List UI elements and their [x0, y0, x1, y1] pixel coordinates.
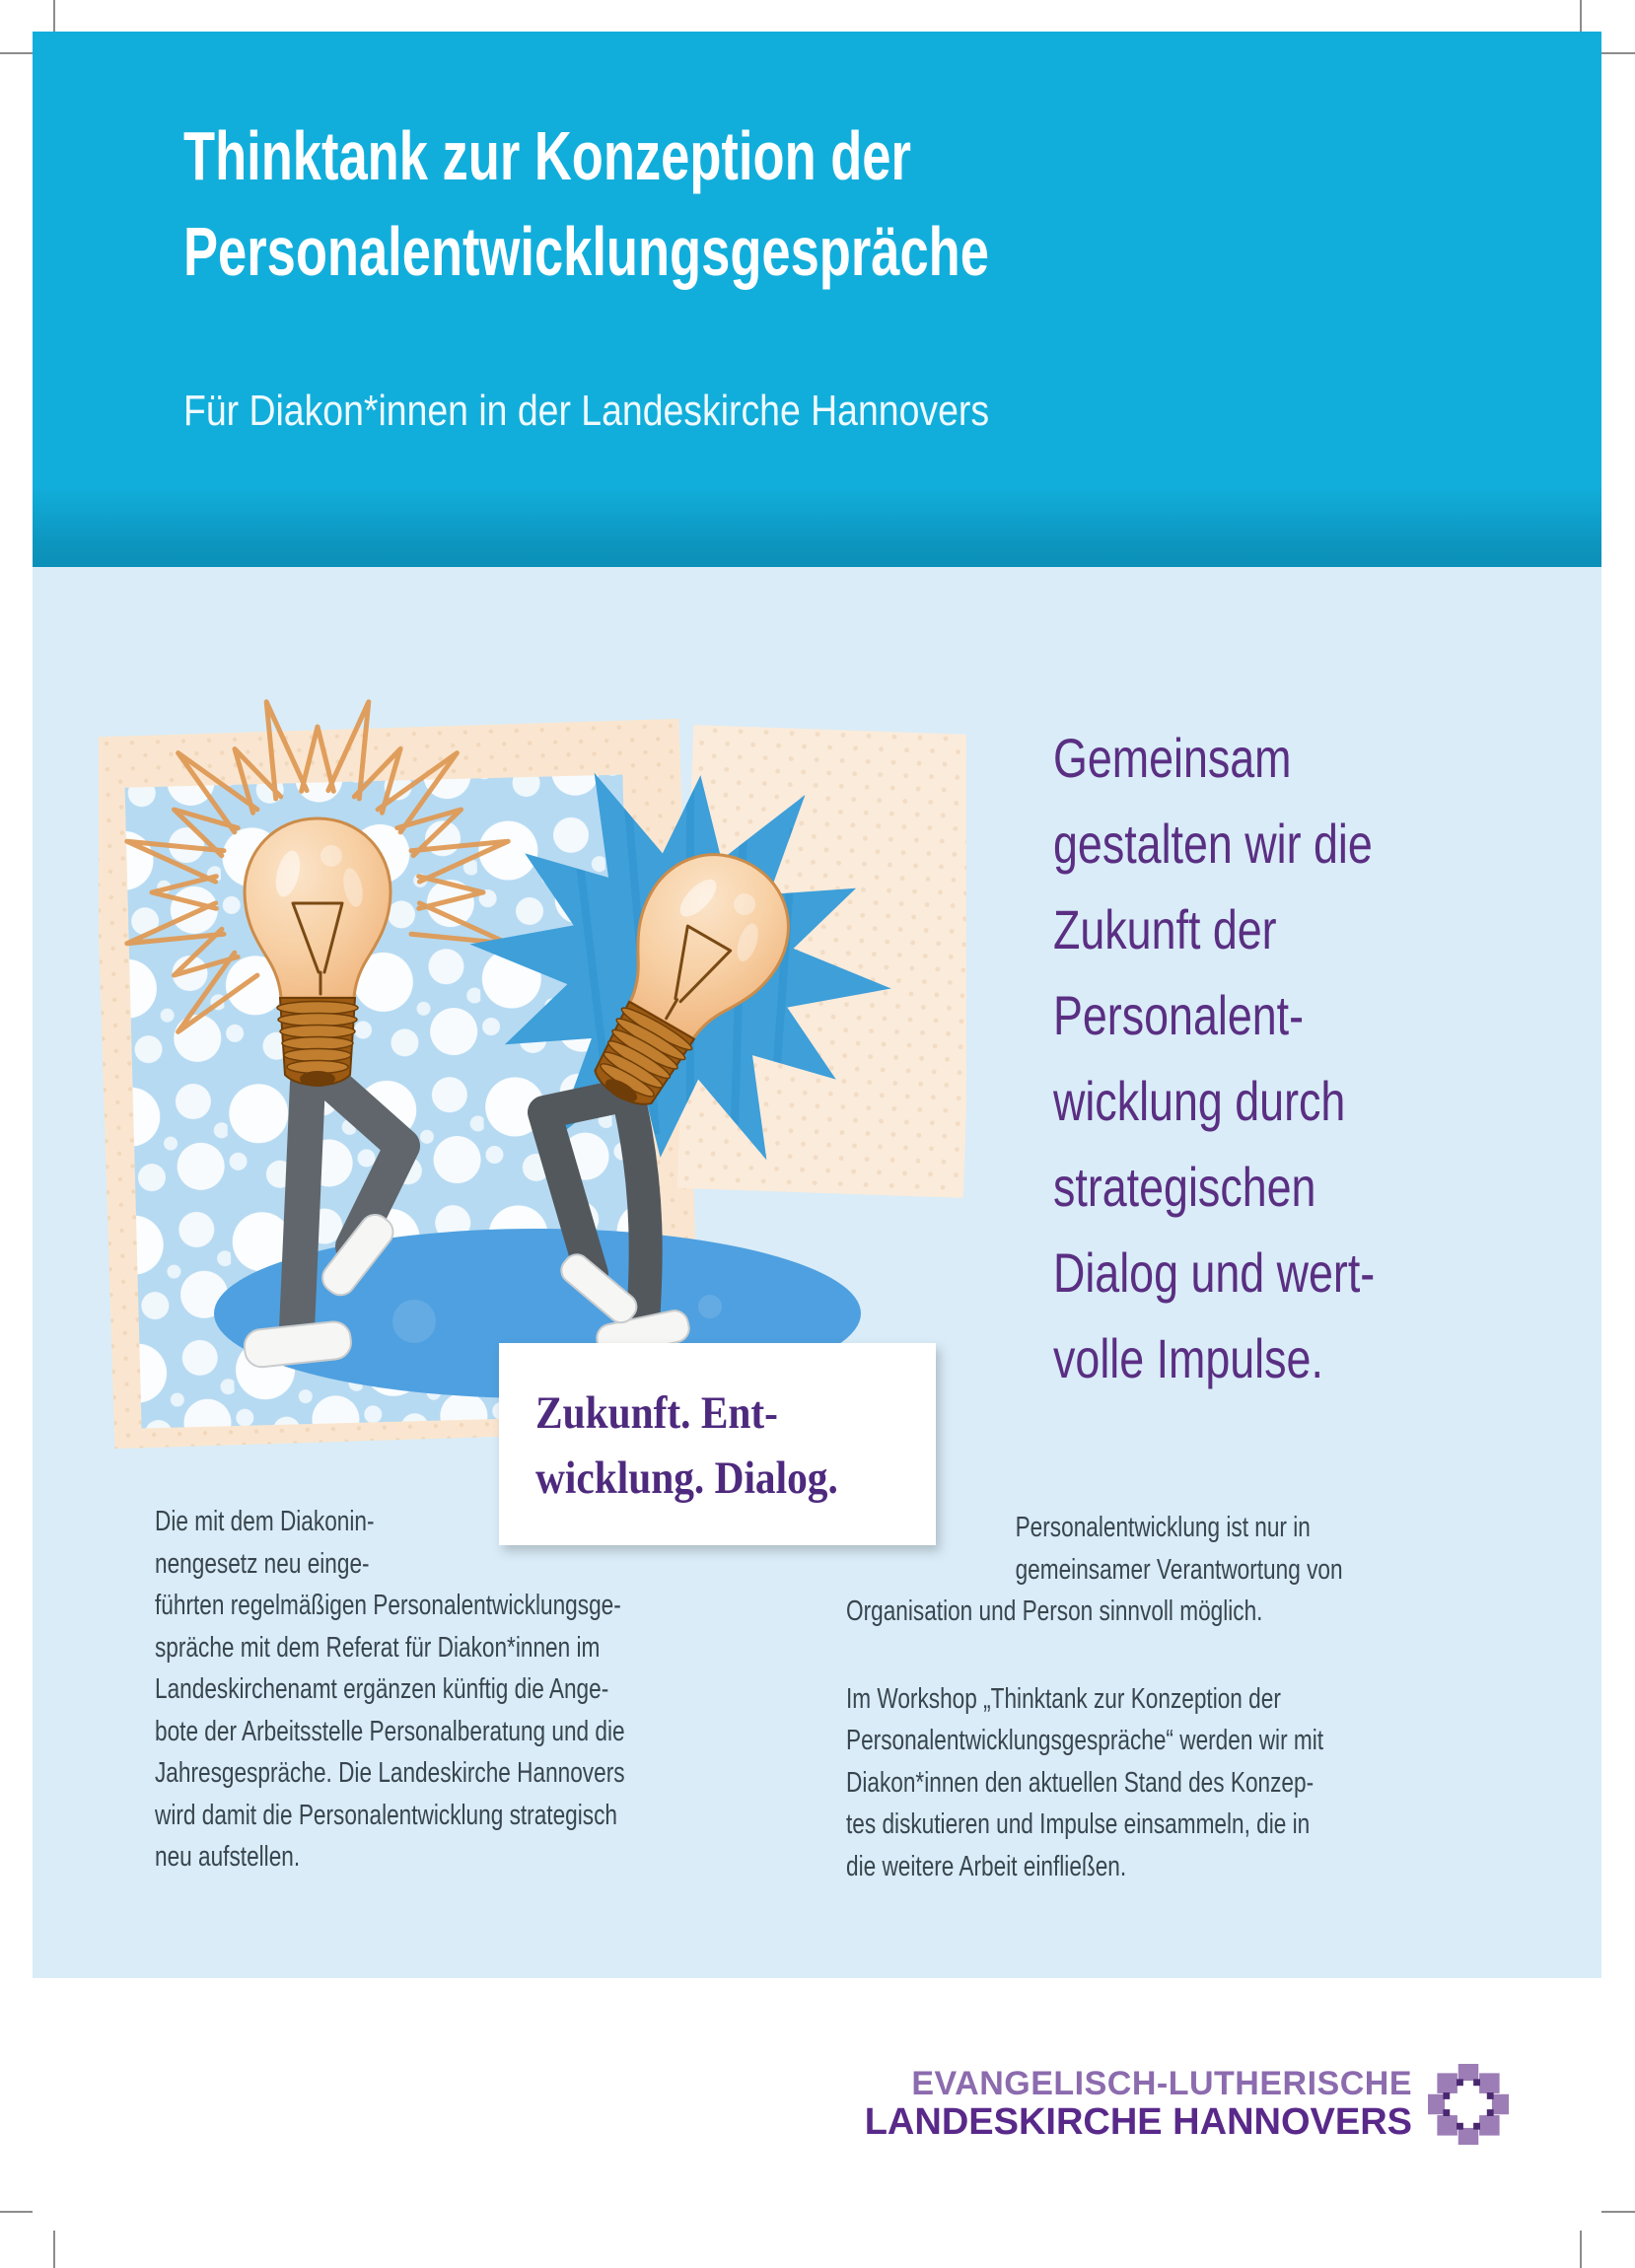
header-band	[33, 32, 1601, 567]
statement: Gemeinsam gestalten wir die Zukunft der Personalent- wicklung durch strategischen Dialog und wert- volle Impulse.	[1053, 727, 1376, 1389]
quote-card-text: Zukunft. Ent- wicklung. Dialog.	[535, 1387, 838, 1504]
body-text-right-paragraph-2: Im Workshop „Thinktank zur Konzeption der Personalentwicklungsgespräche“ werden wir mit Diakon*innen den aktuellen Stand des Konzep- tes diskutieren und Impulse einsammeln, die in die weitere Arbeit einfließen.	[846, 1682, 1324, 1882]
church-logo-text	[865, 2066, 1412, 2143]
church-logo-line2: LANDESKIRCHE HANNOVERS	[864, 2101, 1412, 2143]
body-text-right-paragraph-1: Personalentwicklung ist nur in gemeinsamer Verantwortung von Organisation und Person sinnvoll möglich.	[846, 1512, 1343, 1627]
page-subtitle: Für Diakon*innen in der Landeskirche Hannovers	[183, 387, 990, 435]
footer	[33, 1978, 1601, 2214]
page-title: Thinktank zur Konzeption der Personalentwicklungsgespräche	[183, 117, 989, 290]
pixel-cross-icon	[1428, 2061, 1509, 2148]
content-panel	[33, 567, 1601, 1978]
crop-mark	[53, 2231, 55, 2268]
church-logo	[865, 2061, 1509, 2148]
church-logo-line1: EVANGELISCH-LUTHERISCHE	[911, 2065, 1412, 2102]
crop-mark	[1580, 2231, 1582, 2268]
crop-mark	[1596, 52, 1635, 54]
body-text-left-column: Die mit dem Diakonin- nengesetz neu einge- führten regelmäßigen Personalentwicklungsge- spräche mit dem Referat für Diakon*innen im Landeskirchenamt ergänzen künftig die Ange- bote der Arbeitsstelle Personalberatung und die Jahresgespräche. Die Landeskirche Hannovers wird damit die Personalentwicklung strategisch neu aufstellen.	[155, 1506, 625, 1873]
body-text-right-column	[846, 1507, 1536, 1887]
trim-area	[33, 32, 1601, 2214]
crop-mark	[1596, 2211, 1635, 2213]
